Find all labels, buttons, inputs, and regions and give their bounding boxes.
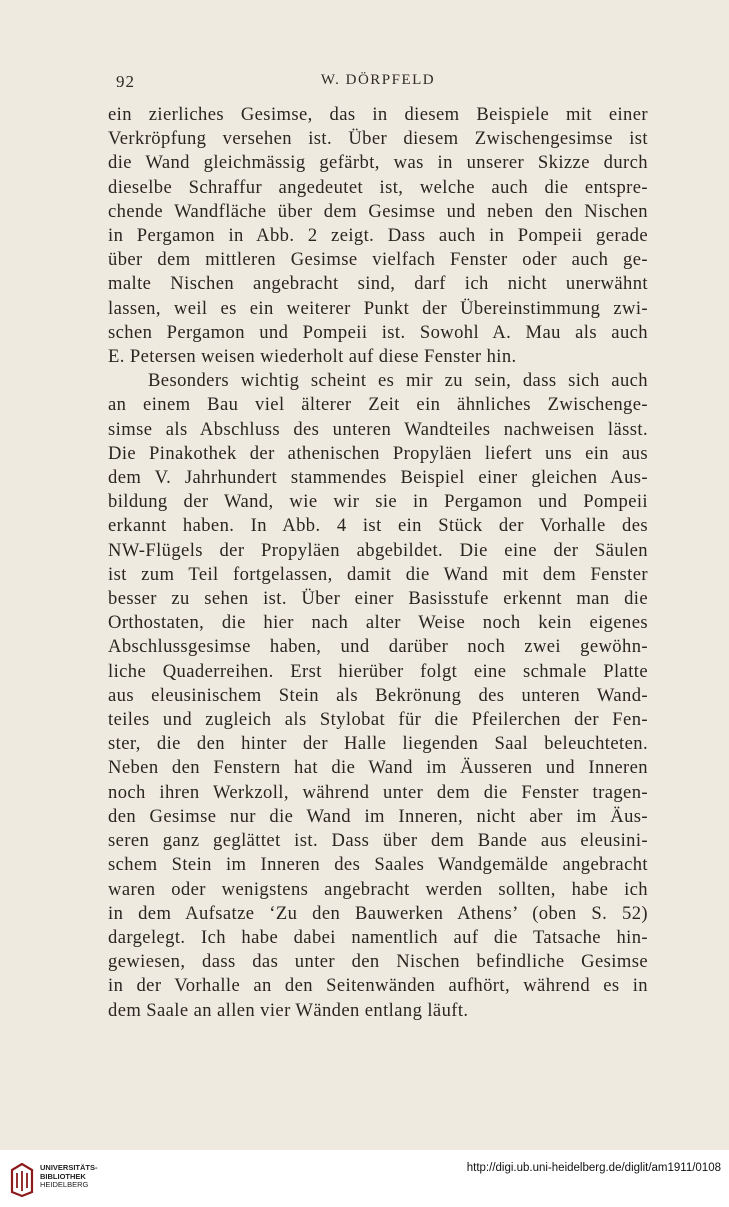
text-line: waren oder wenigstens angebracht werden sollten, habe ich bbox=[108, 878, 648, 900]
text-line: ein zierliches Gesimse, das in diesem Beispiele mit einer bbox=[108, 104, 648, 125]
text-line: ster, die den hinter der Halle liegenden Saal beleuchteten. bbox=[108, 733, 648, 755]
text-line: Abschlussgesimse haben, und darüber noch zwei gewöhn- bbox=[108, 636, 648, 658]
text-line: Die Pinakothek der athenischen Propyläen liefert uns ein aus bbox=[108, 442, 648, 464]
text-line: noch ihren Werkzoll, während unter dem die Fenster tragen- bbox=[108, 781, 648, 803]
library-name-line2: BIBLIOTHEK bbox=[40, 1171, 86, 1181]
text-line: die Wand gleichmässig gefärbt, was in unserer Skizze durch bbox=[108, 152, 648, 174]
text-line: in dem Aufsatze ‘Zu den Bauwerken Athens’ (oben S. 52) bbox=[108, 902, 648, 924]
text-line: in der Vorhalle an den Seitenwänden aufhört, während es in bbox=[108, 975, 648, 997]
text-line: Neben den Fenstern hat die Wand im Äusseren und Inneren bbox=[108, 757, 648, 779]
digitization-footer bbox=[0, 1150, 729, 1207]
text-line: besser zu sehen ist. Über einer Basisstufe erkennt man die bbox=[108, 588, 648, 610]
body-text bbox=[108, 103, 648, 1023]
text-line: liche Quaderreihen. Erst hierüber folgt eine schmale Platte bbox=[108, 660, 648, 682]
text-line: E. Petersen weisen wiederholt auf diese Fenster hin. bbox=[108, 346, 517, 368]
university-library-logo-icon bbox=[8, 1162, 36, 1198]
text-line: lassen, weil es ein weiterer Punkt der Übereinstimmung zwi- bbox=[108, 297, 648, 319]
page-header bbox=[108, 72, 648, 94]
text-line: Orthostaten, die hier nach alter Weise noch kein eigenes bbox=[108, 612, 648, 634]
text-line: über dem mittleren Gesimse vielfach Fenster oder auch ge- bbox=[108, 249, 648, 271]
library-name-line1: UNIVERSITÄTS- bbox=[40, 1163, 98, 1172]
text-line: erkannt haben. In Abb. 4 ist ein Stück der Vorhalle des bbox=[108, 515, 648, 537]
text-line: chende Wandfläche über dem Gesimse und neben den Nischen bbox=[108, 200, 648, 222]
text-line: Besonders wichtig scheint es mir zu sein, dass sich auch bbox=[148, 370, 648, 392]
text-line: gewiesen, dass das unter den Nischen befindliche Gesimse bbox=[108, 951, 648, 973]
library-name bbox=[40, 1164, 98, 1190]
text-line: malte Nischen angebracht sind, darf ich nicht unerwähnt bbox=[108, 273, 648, 295]
text-line: teiles und zugleich als Stylobat für die Pfeilerchen der Fen- bbox=[108, 709, 648, 731]
library-name-line3: HEIDELBERG bbox=[40, 1180, 89, 1189]
text-line: schem Stein im Inneren des Saales Wandgemälde angebracht bbox=[108, 854, 648, 876]
page-number: 92 bbox=[116, 72, 135, 91]
text-line: aus eleusinischem Stein als Bekrönung des unteren Wand- bbox=[108, 684, 648, 706]
text-line: NW-Flügels der Propyläen abgebildet. Die eine der Säulen bbox=[108, 539, 648, 561]
text-line: seren ganz geglättet ist. Dass über dem Bande aus eleusini- bbox=[108, 830, 648, 852]
text-line: dieselbe Schraffur angedeutet ist, welche auch die entspre- bbox=[108, 176, 648, 198]
text-line: dem V. Jahrhundert stammendes Beispiel einer gleichen Aus- bbox=[108, 467, 648, 489]
permalink-url[interactable]: http://digi.ub.uni-heidelberg.de/diglit/am1911/0108 bbox=[466, 1162, 721, 1174]
running-head: W. DÖRPFELD bbox=[320, 72, 436, 88]
text-line: dem Saale an allen vier Wänden entlang läuft. bbox=[108, 999, 469, 1021]
text-line: an einem Bau viel älterer Zeit ein ähnliches Zwischenge- bbox=[108, 394, 648, 416]
text-line: Verkröpfung versehen ist. Über diesem Zwischengesimse ist bbox=[108, 128, 648, 150]
text-line: bildung der Wand, wie wir sie in Pergamon und Pompeii bbox=[108, 491, 648, 513]
text-line: simse als Abschluss des unteren Wandteiles nachweisen lässt. bbox=[108, 418, 648, 440]
text-line: dargelegt. Ich habe dabei namentlich auf die Tatsache hin- bbox=[108, 926, 648, 948]
text-line: ist zum Teil fortgelassen, damit die Wand mit dem Fenster bbox=[108, 563, 648, 585]
text-line: in Pergamon in Abb. 2 zeigt. Dass auch in Pompeii gerade bbox=[108, 225, 648, 247]
text-line: den Gesimse nur die Wand im Inneren, nicht aber im Äus- bbox=[108, 805, 648, 827]
text-line: schen Pergamon und Pompeii ist. Sowohl A. Mau als auch bbox=[108, 321, 648, 343]
